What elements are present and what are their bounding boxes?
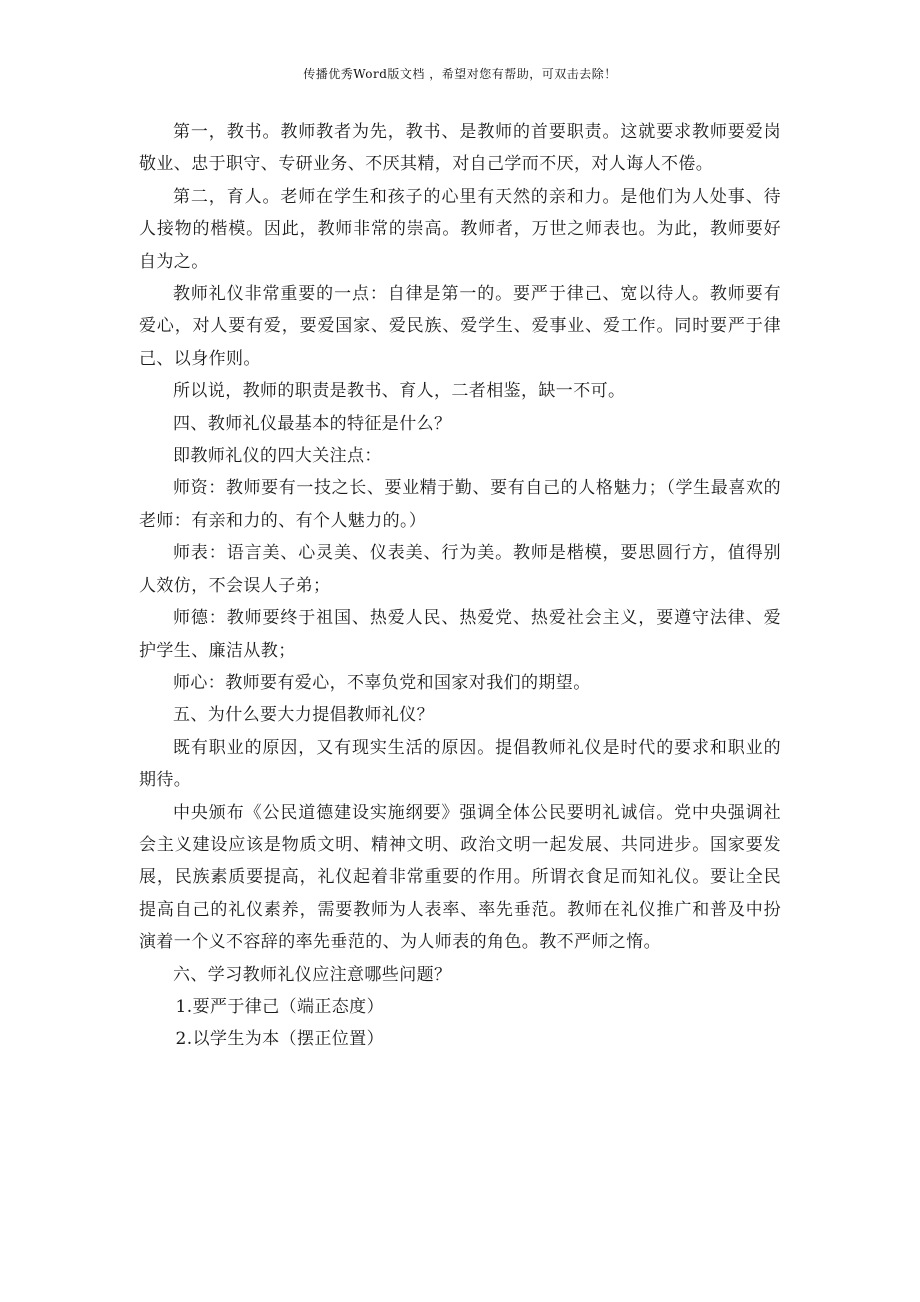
paragraph-shizi: 师资：教师要有一技之长、要业精于勤、要有自己的人格魅力；（学生最喜欢的老师：有亲和力的、有个人魅力的。） xyxy=(139,478,781,531)
paragraph-central-outline: 中央颁布《公民道德建设实施纲要》强调全体公民要明礼诚信。党中央强调社会主义建设应该是物质文明、精神文明、政治文明一起发展、共同进步。国家要发展，民族素质要提高，礼仪起着非常重要的作用。所谓衣食足而知礼仪。要让全民提高自己的礼仪素养，需要教师为人表率、率先垂范。教师在礼仪推广和普及中扮演着一个义不容辞的率先垂范的、为人师表的角色。教不严师之惰。 xyxy=(139,802,781,953)
section-heading-five: 五、为什么要大力提倡教师礼仪？ xyxy=(173,705,434,726)
list-item-2: 2.以学生为本（摆正位置） xyxy=(175,1029,384,1050)
paragraph-shide: 师德：教师要终于祖国、热爱人民、热爱党、热爱社会主义，要遵守法律、爱护学生、廉洁从教； xyxy=(139,608,781,661)
paragraph-shibiao: 师表：语言美、心灵美、仪表美、行为美。教师是楷模，要思圆行方，值得别人效仿，不会误人子弟； xyxy=(139,543,781,596)
document-body xyxy=(139,116,781,1056)
paragraph-teaching: 第一，教书。教师教者为先，教书、是教师的首要职责。这就要求教师要爱岗敬业、忠于职守、专研业务、不厌其精，对自己学而不厌，对人诲人不倦。 xyxy=(139,122,781,175)
paragraph-educating: 第二，育人。老师在学生和孩子的心里有天然的亲和力。是他们为人处事、待人接物的楷模。因此，教师非常的崇高。教师者，万世之师表也。为此，教师要好自为之。 xyxy=(139,186,781,272)
paragraph-four-focus-points: 即教师礼仪的四大关注点： xyxy=(173,446,382,467)
section-heading-six: 六、学习教师礼仪应注意哪些问题？ xyxy=(173,964,452,985)
paragraph-conclusion: 所以说，教师的职责是教书、育人，二者相鉴，缺一不可。 xyxy=(173,381,626,402)
paragraph-reasons: 既有职业的原因，又有现实生活的原因。提倡教师礼仪是时代的要求和职业的期待。 xyxy=(139,737,781,791)
paragraph-self-discipline: 教师礼仪非常重要的一点：自律是第一的。要严于律己、宽以待人。教师要有爱心，对人要有爱，要爱国家、爱民族、爱学生、爱事业、爱工作。同时要严于律己、以身作则。 xyxy=(139,284,781,369)
paragraph-shixin: 师心：教师要有爱心，不辜负党和国家对我们的期望。 xyxy=(173,672,591,693)
page-header: 传播优秀Word版文档 ，希望对您有帮助，可双击去除！ xyxy=(303,67,617,81)
section-heading-four: 四、教师礼仪最基本的特征是什么？ xyxy=(173,413,452,434)
list-item-1: 1.要严于律己（端正态度） xyxy=(175,996,384,1017)
